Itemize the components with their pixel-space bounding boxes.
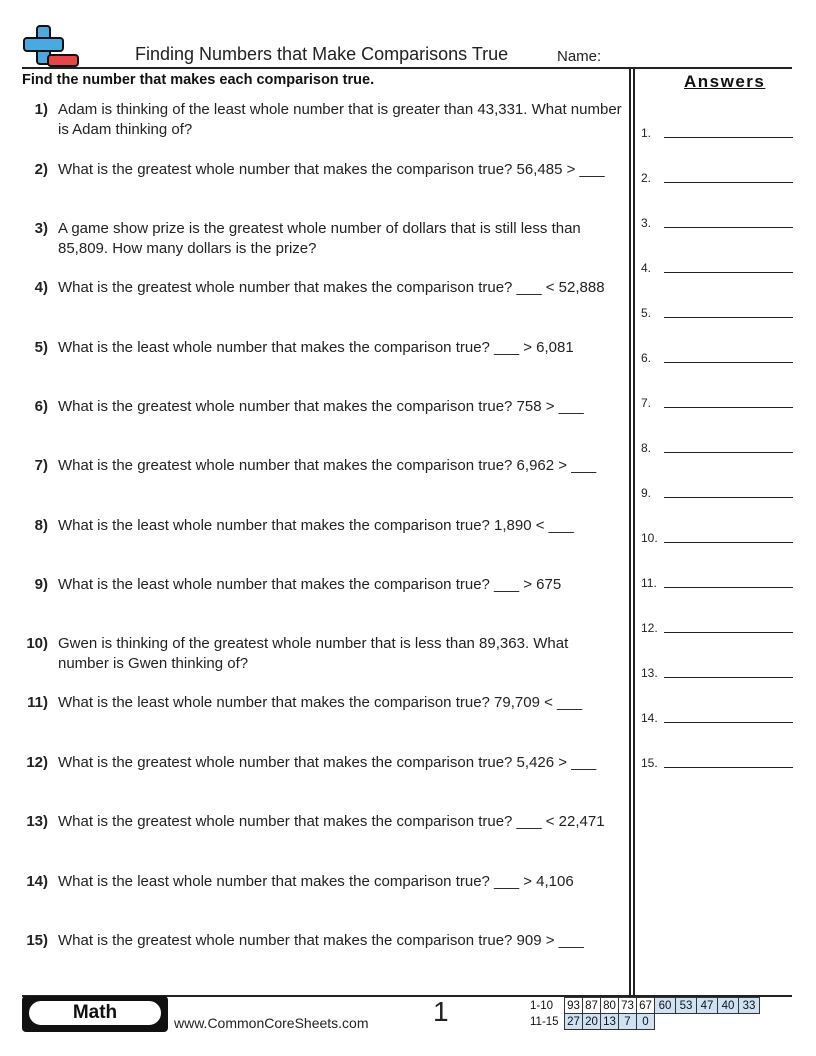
instructions: Find the number that makes each comparison true. <box>22 72 375 88</box>
question-number: 6) <box>34 398 48 415</box>
plus-minus-logo-icon <box>22 24 80 68</box>
answer-blank[interactable] <box>641 300 793 320</box>
answers-heading: Answers <box>684 72 766 91</box>
question-number: 8) <box>34 517 48 534</box>
answer-blank[interactable] <box>641 570 793 590</box>
score-range: 11-15 <box>530 1015 559 1028</box>
answer-blank[interactable] <box>641 525 793 545</box>
question-text: Gwen is thinking of the greatest whole number that is less than 89,363. What number is Gwen thinking of? <box>58 635 569 672</box>
score-spacer <box>655 1014 676 1030</box>
question-text: What is the greatest whole number that makes the comparison true? 56,485 > ___ <box>58 161 605 178</box>
question-item <box>22 575 622 595</box>
answer-line <box>664 407 793 408</box>
answer-blank[interactable] <box>641 390 793 410</box>
question-text: What is the least whole number that makes the comparison true? ___ > 4,106 <box>58 873 574 890</box>
question-text: What is the least whole number that makes the comparison true? ___ > 675 <box>58 576 562 593</box>
answer-line <box>664 632 793 633</box>
page-number: 1 <box>433 996 449 1027</box>
answer-line <box>664 587 793 588</box>
subject-badge: Math <box>26 998 164 1028</box>
score-cell: 80 <box>601 998 619 1014</box>
answer-line <box>664 677 793 678</box>
question-text: What is the least whole number that makes the comparison true? 1,890 < ___ <box>58 517 574 534</box>
answer-number: 3. <box>641 216 652 230</box>
score-cell: 20 <box>583 1014 601 1030</box>
question-text: What is the greatest whole number that makes the comparison true? 6,962 > ___ <box>58 457 597 474</box>
question-number: 14) <box>26 873 48 890</box>
question-item <box>22 753 622 773</box>
answer-blank[interactable] <box>641 660 793 680</box>
question-number: 11) <box>27 694 48 711</box>
score-cell: 60 <box>655 998 676 1014</box>
question-text: What is the least whole number that makes the comparison true? 79,709 < ___ <box>58 694 583 711</box>
answer-number: 4. <box>641 261 652 275</box>
answer-number: 7. <box>641 396 652 410</box>
question-item <box>22 397 622 417</box>
answer-blank[interactable] <box>641 120 793 140</box>
website-url: www.CommonCoreSheets.com <box>174 1015 369 1031</box>
question-text: What is the greatest whole number that makes the comparison true? 758 > ___ <box>58 398 584 415</box>
question-text: A game show prize is the greatest whole number of dollars that is still less than 85,809. How many dollars is the prize? <box>58 220 581 257</box>
answer-blank[interactable] <box>641 210 793 230</box>
question-number: 4) <box>34 279 48 296</box>
answer-number: 9. <box>641 486 652 500</box>
name-label: Name: <box>557 48 602 65</box>
answer-line <box>664 452 793 453</box>
question-item <box>22 931 622 951</box>
answer-line <box>664 497 793 498</box>
answer-number: 15. <box>641 756 658 770</box>
question-text: What is the greatest whole number that makes the comparison true? 5,426 > ___ <box>58 754 597 771</box>
answer-line <box>664 137 793 138</box>
question-item <box>22 160 622 180</box>
worksheet-title: Finding Numbers that Make Comparisons True <box>135 44 509 64</box>
score-cell: 0 <box>637 1014 655 1030</box>
question-item <box>22 219 622 259</box>
score-spacer <box>718 1014 739 1030</box>
answer-line <box>664 542 793 543</box>
question-text: What is the greatest whole number that makes the comparison true? 909 > ___ <box>58 932 584 949</box>
answer-blank[interactable] <box>641 435 793 455</box>
score-cell: 40 <box>718 998 739 1014</box>
question-item <box>22 456 622 476</box>
question-number: 2) <box>34 161 48 178</box>
score-cell: 13 <box>601 1014 619 1030</box>
score-spacer <box>676 1014 697 1030</box>
score-cell: 7 <box>619 1014 637 1030</box>
answer-number: 12. <box>641 621 658 635</box>
score-table <box>530 997 760 1030</box>
score-cell: 33 <box>739 998 760 1014</box>
answer-blank[interactable] <box>641 480 793 500</box>
score-spacer <box>697 1014 718 1030</box>
score-cell: 27 <box>565 1014 583 1030</box>
question-item <box>22 278 622 298</box>
answer-line <box>664 767 793 768</box>
answer-blank[interactable] <box>641 615 793 635</box>
question-item <box>22 693 622 713</box>
question-item <box>22 100 622 140</box>
answer-blank[interactable] <box>641 750 793 770</box>
question-text: What is the greatest whole number that makes the comparison true? ___ < 22,471 <box>58 813 605 830</box>
answer-line <box>664 362 793 363</box>
answer-blank[interactable] <box>641 345 793 365</box>
question-item <box>22 812 622 832</box>
answer-line <box>664 227 793 228</box>
score-cell: 93 <box>565 998 583 1014</box>
question-text: What is the greatest whole number that makes the comparison true? ___ < 52,888 <box>58 279 605 296</box>
question-number: 13) <box>26 813 48 830</box>
question-text: What is the least whole number that makes the comparison true? ___ > 6,081 <box>58 339 574 356</box>
score-cell: 73 <box>619 998 637 1014</box>
score-cell: 67 <box>637 998 655 1014</box>
answer-blank[interactable] <box>641 255 793 275</box>
answer-number: 14. <box>641 711 658 725</box>
score-cell: 53 <box>676 998 697 1014</box>
question-number: 1) <box>34 101 48 118</box>
header-divider <box>22 67 792 69</box>
answer-number: 1. <box>641 126 652 140</box>
answer-number: 11. <box>641 576 657 590</box>
answer-number: 8. <box>641 441 652 455</box>
answer-line <box>664 182 793 183</box>
score-cell: 47 <box>697 998 718 1014</box>
answer-blank[interactable] <box>641 705 793 725</box>
answer-number: 2. <box>641 171 652 185</box>
answer-number: 5. <box>641 306 652 320</box>
question-number: 10) <box>26 635 48 652</box>
score-row <box>530 998 760 1014</box>
question-number: 3) <box>34 220 48 237</box>
score-range: 1-10 <box>530 999 554 1012</box>
answer-number: 6. <box>641 351 652 365</box>
question-number: 15) <box>26 932 48 949</box>
score-spacer <box>739 1014 760 1030</box>
question-text: Adam is thinking of the least whole number that is greater than 43,331. What number is Adam thinking of? <box>58 101 622 138</box>
answer-blank[interactable] <box>641 165 793 185</box>
question-item <box>22 338 622 358</box>
answer-line <box>664 722 793 723</box>
question-item <box>22 872 622 892</box>
score-row <box>530 1014 760 1030</box>
column-divider-right <box>633 68 635 995</box>
question-item <box>22 516 622 536</box>
score-cell: 87 <box>583 998 601 1014</box>
answer-number: 10. <box>641 531 658 545</box>
question-number: 7) <box>34 457 48 474</box>
answer-line <box>664 317 793 318</box>
answer-line <box>664 272 793 273</box>
column-divider-left <box>629 68 631 995</box>
question-number: 12) <box>26 754 48 771</box>
question-item <box>22 634 622 674</box>
question-number: 9) <box>34 576 48 593</box>
answer-number: 13. <box>641 666 658 680</box>
question-number: 5) <box>34 339 48 356</box>
